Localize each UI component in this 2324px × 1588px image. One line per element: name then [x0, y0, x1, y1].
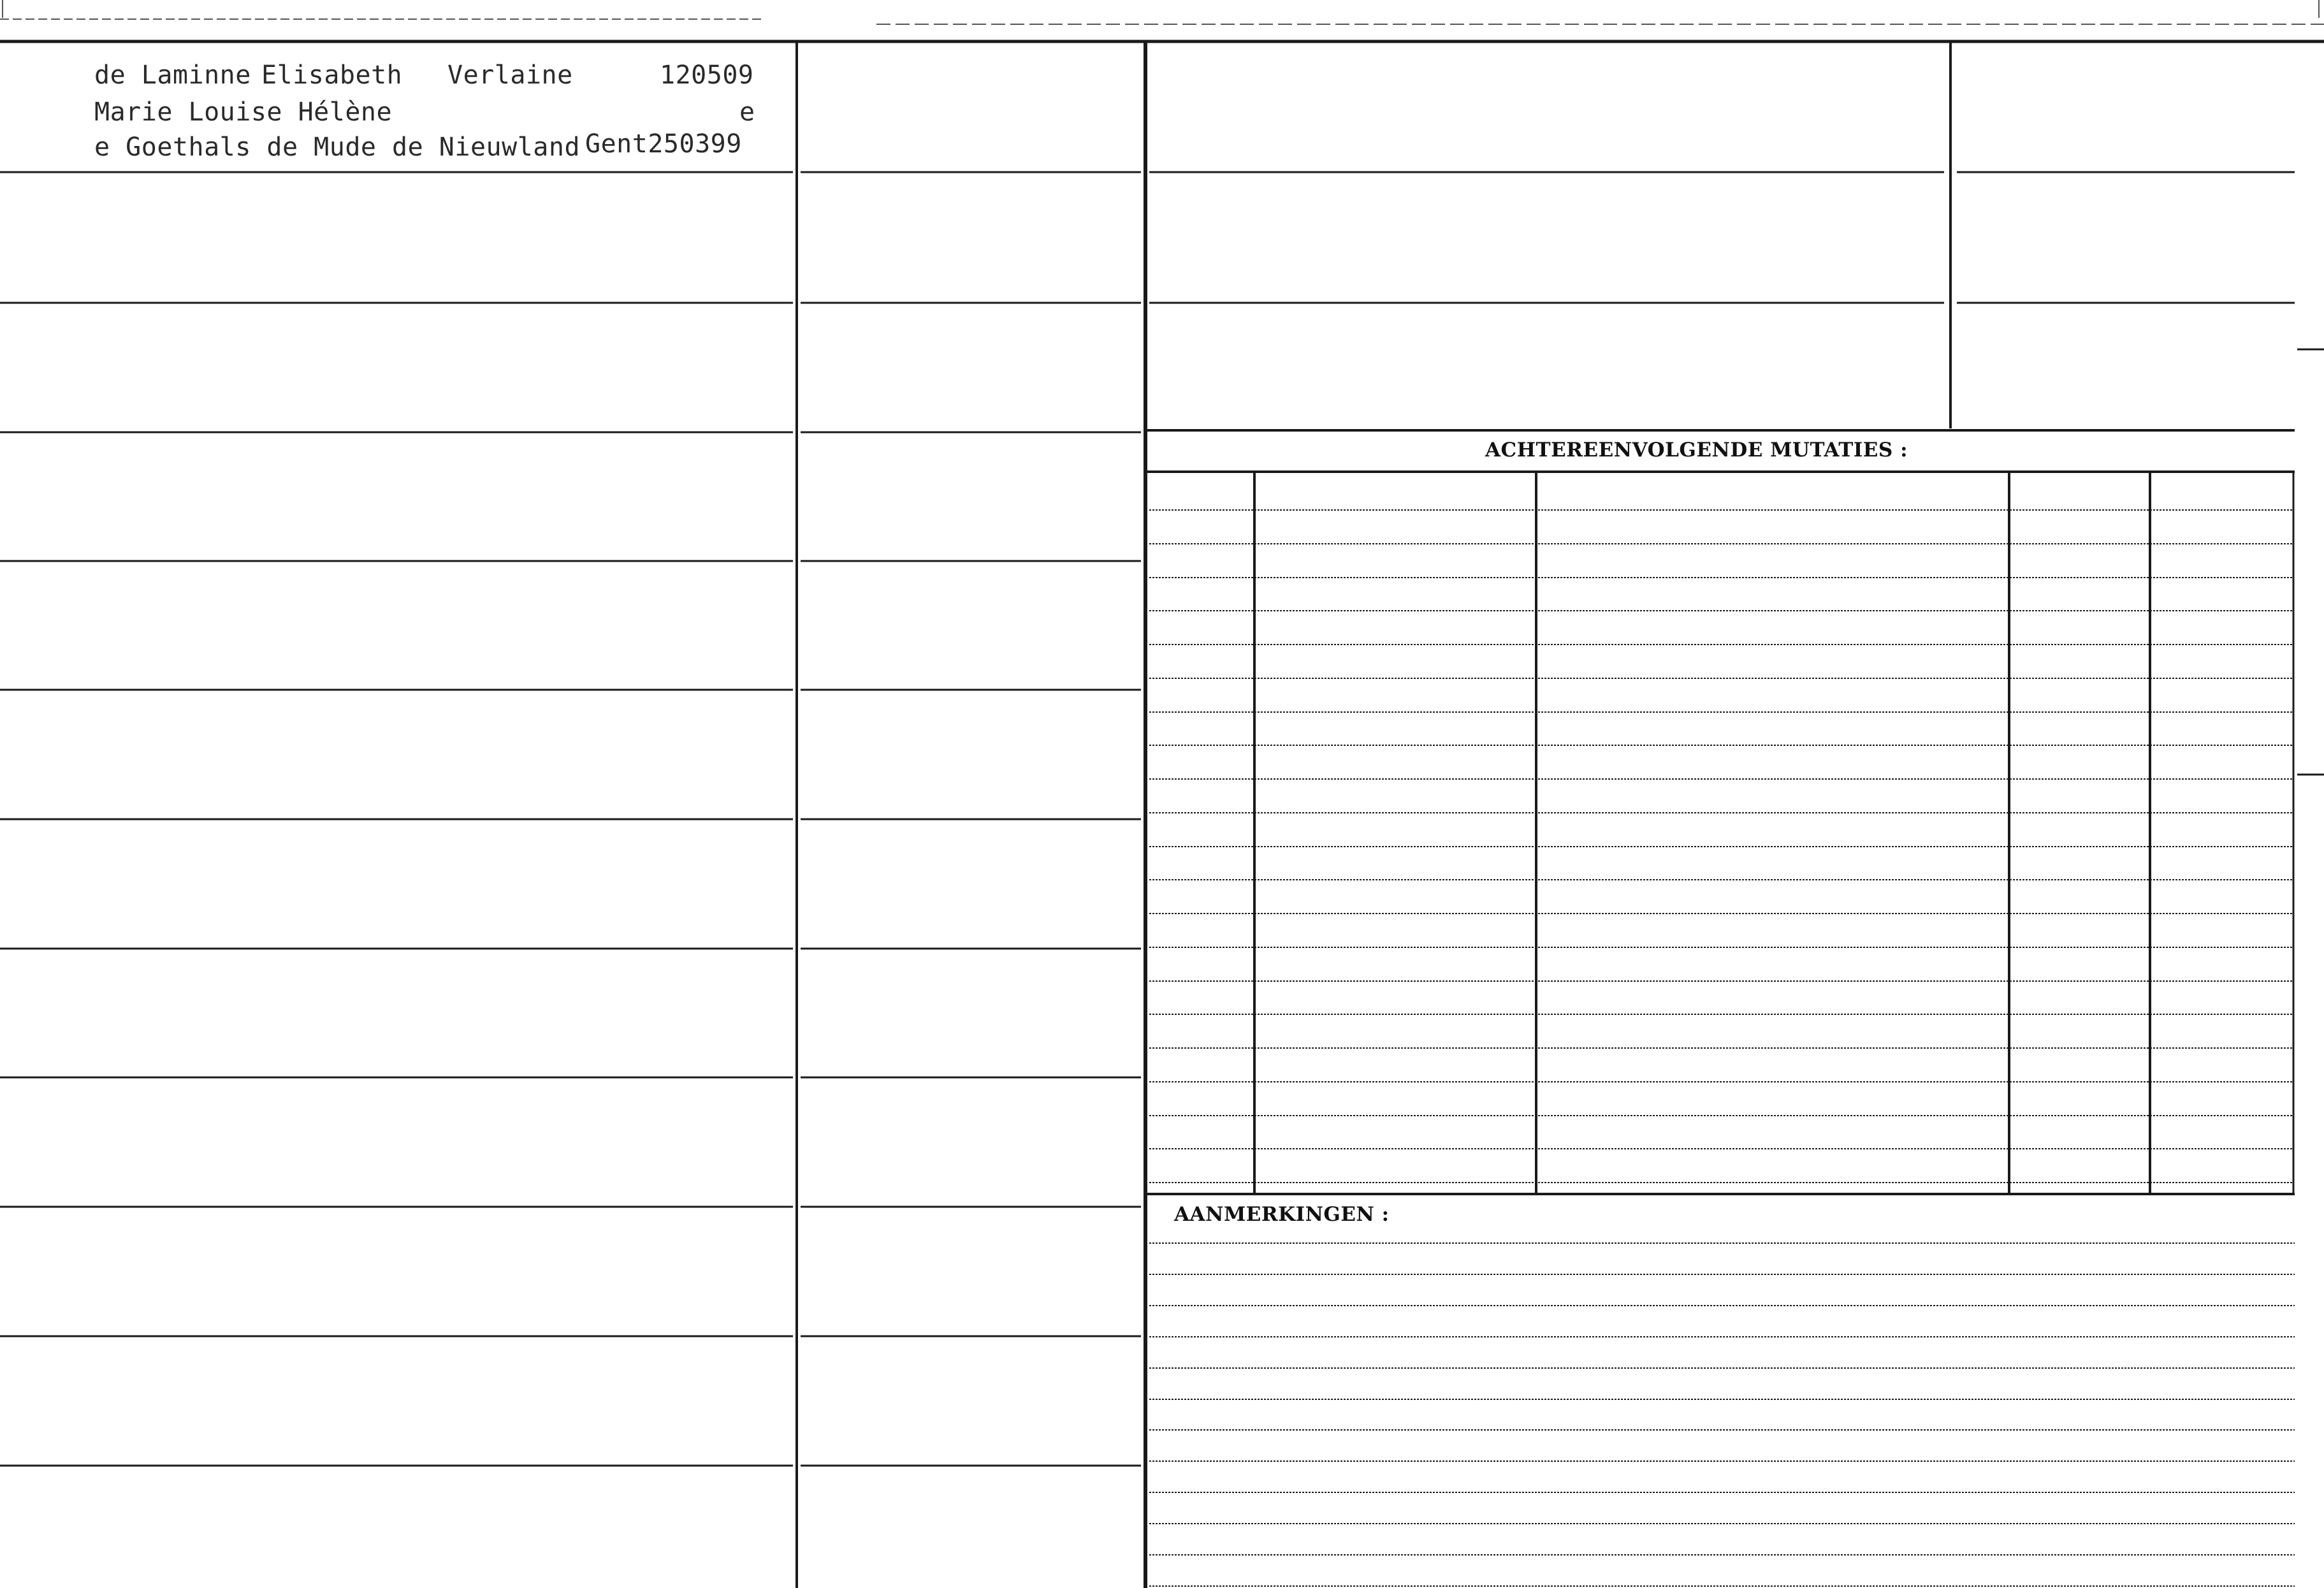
- remarks-heading: AANMERKINGEN :: [1174, 1203, 1390, 1226]
- entry-marker: e: [739, 98, 755, 127]
- entry-first-name: Elisabeth: [261, 61, 403, 90]
- entry-birth-date: 120509: [660, 61, 754, 90]
- mutations-heading: ACHTEREENVOLGENDE MUTATIES :: [1485, 439, 1908, 462]
- entry-spouse: e Goethals de Mude de Nieuwland: [94, 133, 581, 162]
- entry-spouse-place-date: Gent250399: [585, 129, 742, 159]
- entry-birthplace: Verlaine: [447, 61, 573, 90]
- entry-middle-names: Marie Louise Hélène: [94, 98, 393, 127]
- entry-surname: de Laminne: [94, 61, 251, 90]
